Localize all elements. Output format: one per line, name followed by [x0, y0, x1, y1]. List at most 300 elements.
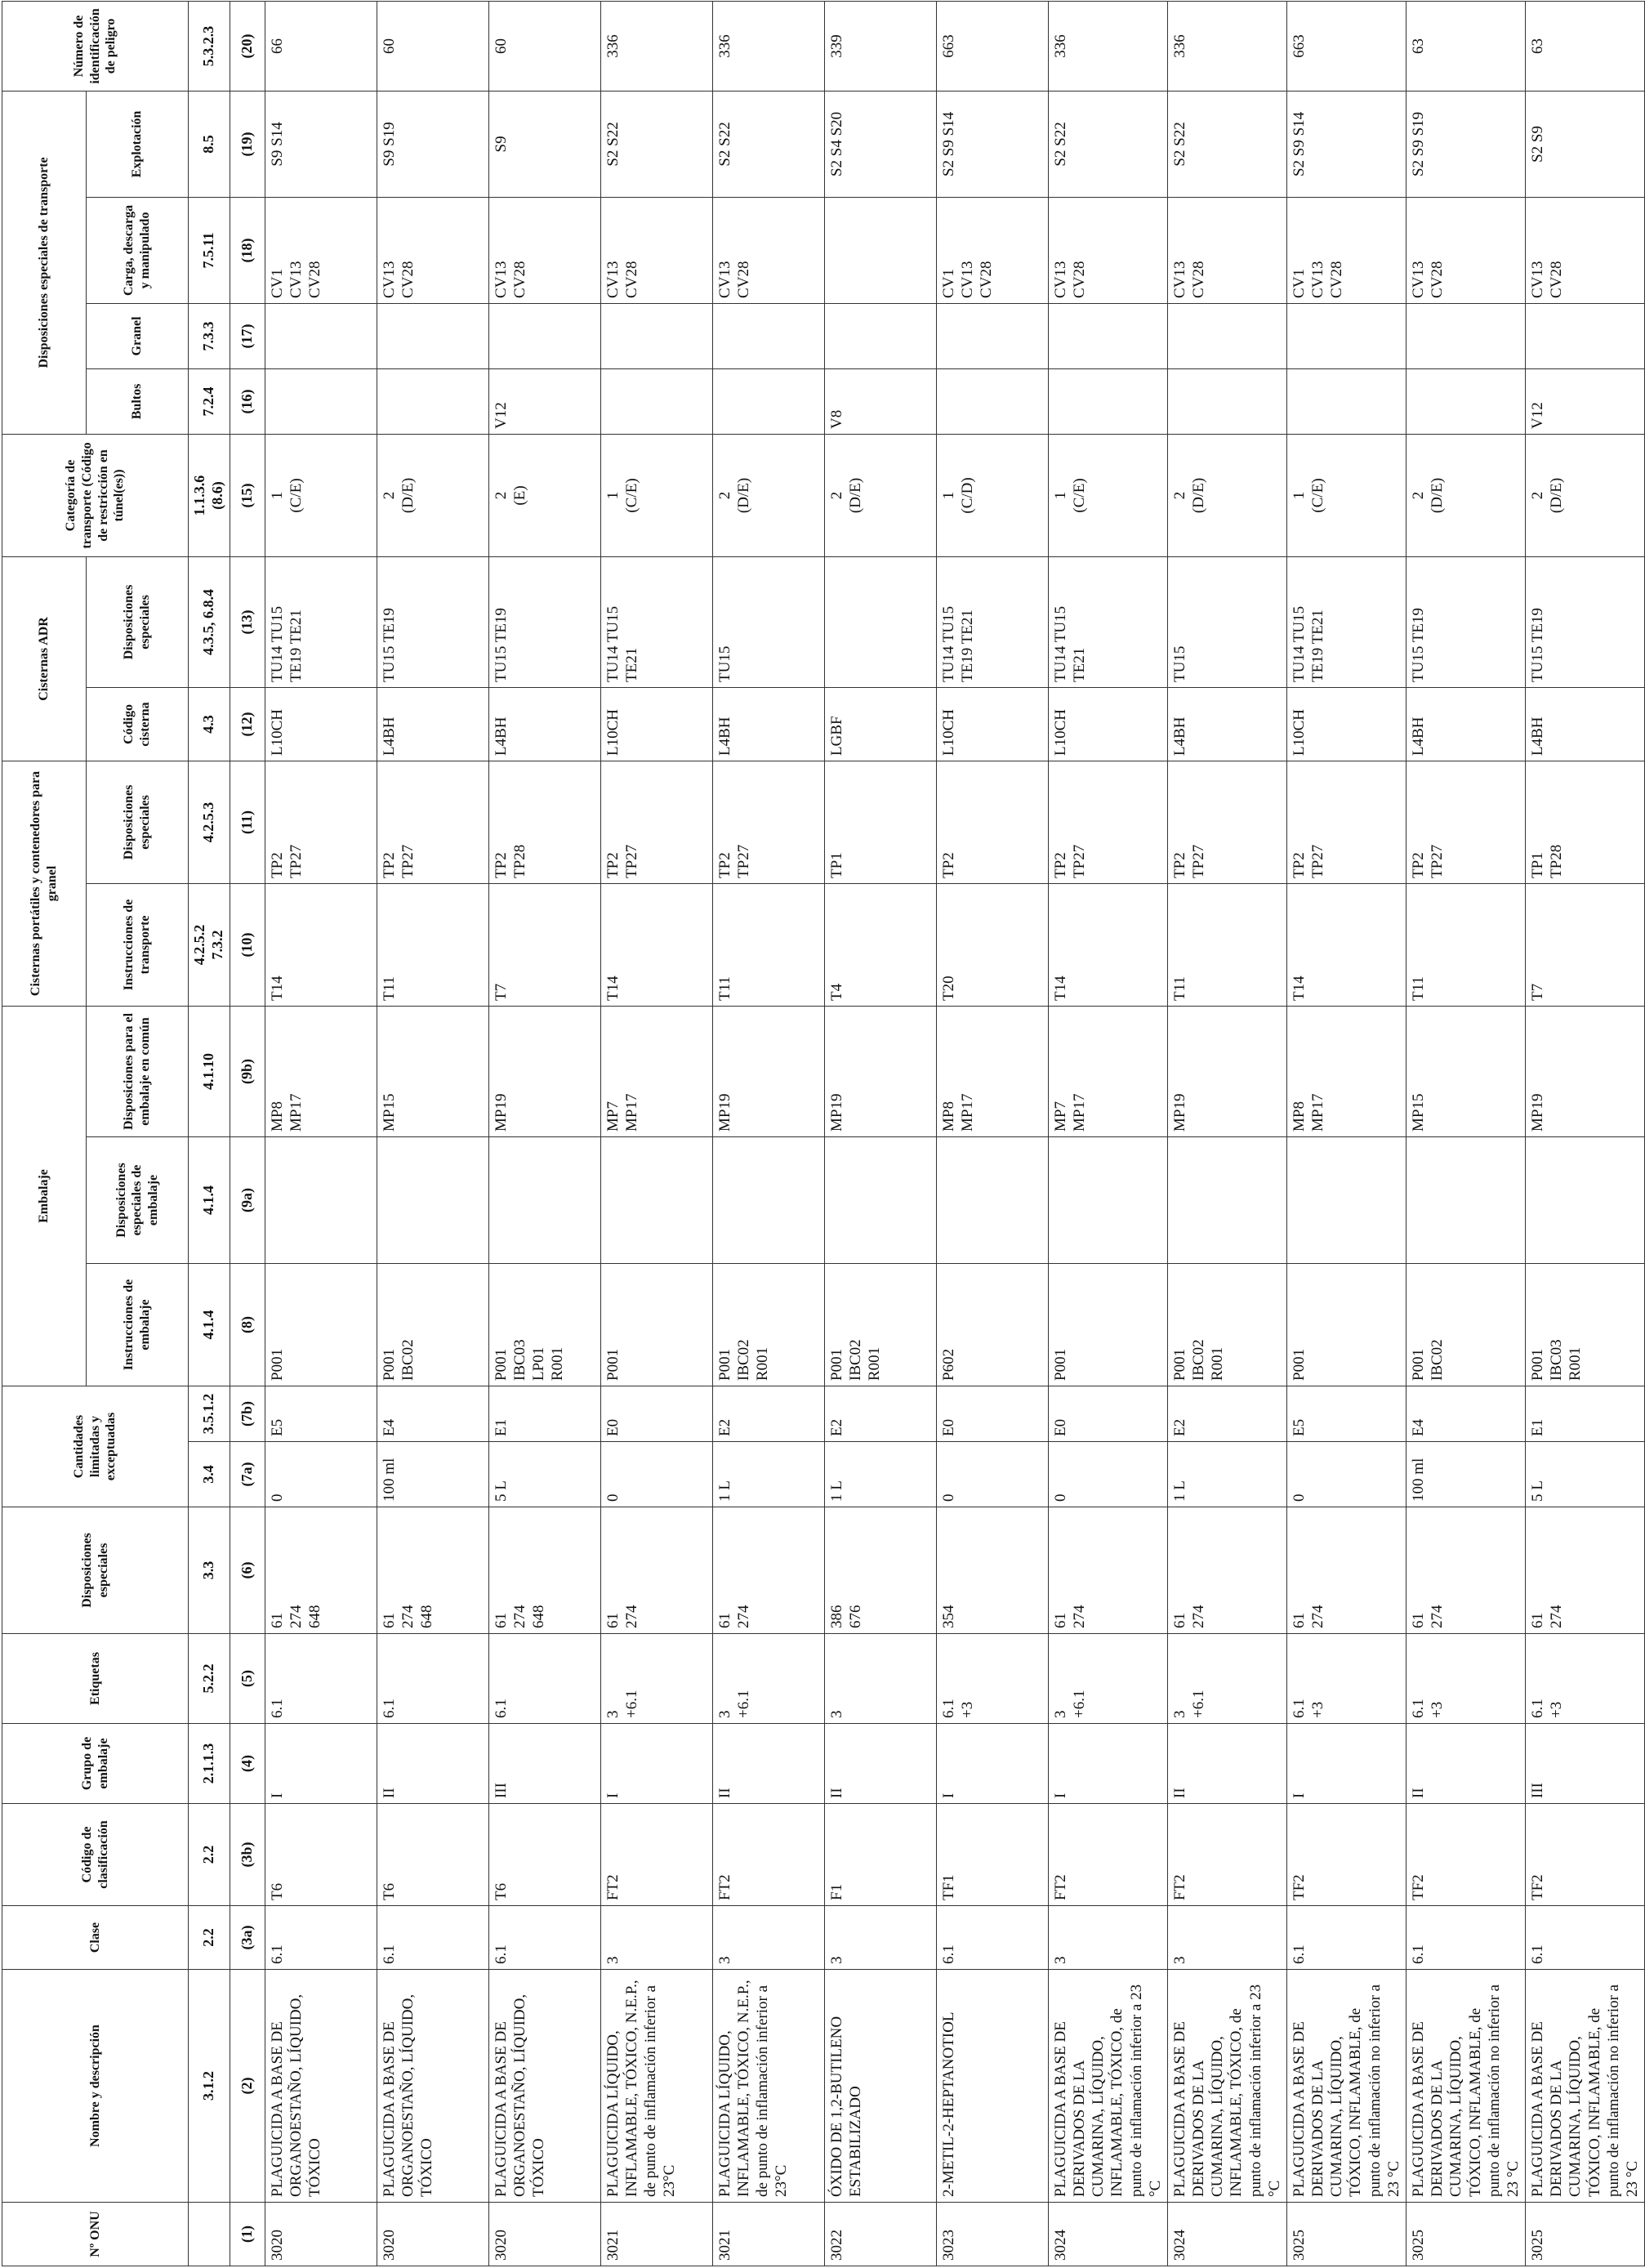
cell-mix: MP8 MP17: [1286, 1006, 1406, 1136]
cell-pg: I: [936, 1724, 1048, 1804]
num-cell: (7b): [230, 1386, 265, 1442]
cell-granel: [488, 303, 600, 368]
ref-cell: 8.5: [189, 91, 230, 197]
cell-hin: 336: [1048, 1, 1167, 91]
ref-cell: [189, 2203, 230, 2266]
cell-mix: MP7 MP17: [600, 1006, 712, 1136]
cell-lq: 0: [1048, 1442, 1167, 1507]
cell-pi: P001 IBC02: [377, 1264, 488, 1386]
cell-name: PLAGUICIDA A BASE DE DERIVADOS DE LA CUMARINA, LÍQUIDO, TÓXICO, INFLAMABLE, de punto de inflamación no inferior a 23 °C: [1406, 1970, 1526, 2203]
cell-pg: I: [600, 1724, 712, 1804]
header-portable-special: Disposiciones especiales: [87, 761, 189, 883]
cell-code: F1: [824, 1804, 936, 1906]
cell-tank: L4BH: [1167, 687, 1286, 761]
cell-tank: L4BH: [712, 687, 824, 761]
header-loading: Carga, descarga y manipulado: [87, 197, 189, 303]
cell-labels: 3 +6.1: [600, 1634, 712, 1724]
cell-labels: 3 +6.1: [1167, 1634, 1286, 1724]
cell-granel: [824, 303, 936, 368]
cell-code: TF2: [1286, 1804, 1406, 1906]
header-packages: Bultos: [87, 368, 189, 434]
cell-eq: E2: [712, 1386, 824, 1442]
cell-tsp: TP2 TP27: [1286, 761, 1406, 883]
cell-carga: CV13 CV28: [377, 197, 488, 303]
cell-name: PLAGUICIDA LÍQUIDO, INFLAMABLE, TÓXICO, N.E.P., de punto de inflamación inferior a 23°C: [712, 1970, 824, 2203]
cell-code: FT2: [712, 1804, 824, 1906]
cell-hin: 336: [1167, 1, 1286, 91]
cell-lq: 0: [936, 1442, 1048, 1507]
header-portable-tanks-group: Cisternas portátiles y contenedores para granel: [2, 761, 87, 1006]
ref-cell: 4.3: [189, 687, 230, 761]
cell-name: PLAGUICIDA A BASE DE DERIVADOS DE LA CUMARINA, LÍQUIDO, INFLAMABLE, TÓXICO, de punto de inflamación inferior a 23 °C: [1048, 1970, 1167, 2203]
num-cell: (5): [230, 1634, 265, 1724]
cell-lq: 1 L: [1167, 1442, 1286, 1507]
cell-un: 3021: [712, 2203, 824, 2266]
cell-expl: S2 S22: [1167, 91, 1286, 197]
cell-pi: P001: [1286, 1264, 1406, 1386]
header-packing-special: Disposiciones especiales de embalaje: [87, 1137, 189, 1264]
header-labels: Etiquetas: [2, 1634, 189, 1724]
cell-mix: MP8 MP17: [936, 1006, 1048, 1136]
ref-cell: 4.2.5.2 7.3.2: [189, 883, 230, 1006]
cell-cat: 1 (C/E): [1286, 434, 1406, 556]
cell-hin: 339: [824, 1, 936, 91]
header-adr-tanks-group: Cisternas ADR: [2, 556, 87, 761]
cell-un: 3020: [377, 2203, 488, 2266]
num-cell: (3a): [230, 1906, 265, 1970]
cell-sp: 61 274 648: [377, 1507, 488, 1634]
cell-pg: II: [712, 1724, 824, 1804]
cell-labels: 6.1 +3: [1406, 1634, 1526, 1724]
cell-tsp: TP1 TP28: [1526, 761, 1645, 883]
cell-carga: CV1 CV13 CV28: [1286, 197, 1406, 303]
cell-pg: II: [1167, 1724, 1286, 1804]
cell-cls: 6.1: [1286, 1906, 1406, 1970]
cell-un: 3020: [488, 2203, 600, 2266]
cell-code: T6: [377, 1804, 488, 1906]
ref-cell: 2.2: [189, 1906, 230, 1970]
num-cell: (19): [230, 91, 265, 197]
cell-granel: [1526, 303, 1645, 368]
cell-sp: 61 274: [712, 1507, 824, 1634]
header-transport-provisions-group: Disposiciones especiales de transporte: [2, 91, 87, 434]
table-row: [712, 1, 824, 2266]
num-cell: (11): [230, 761, 265, 883]
cell-cls: 6.1: [1406, 1906, 1526, 1970]
table-row: [824, 1, 936, 2266]
cell-pg: II: [1406, 1724, 1526, 1804]
cell-labels: 6.1 +3: [936, 1634, 1048, 1724]
table-row: [265, 1, 377, 2266]
cell-pi: P001 IBC03 LP01 R001: [488, 1264, 600, 1386]
cell-cls: 6.1: [265, 1906, 377, 1970]
cell-bultos: [377, 368, 488, 434]
cell-expl: S2 S9 S14: [936, 91, 1048, 197]
cell-labels: 6.1: [488, 1634, 600, 1724]
cell-tank: L4BH: [1406, 687, 1526, 761]
cell-pi: P001: [600, 1264, 712, 1386]
ref-cell: 4.1.4: [189, 1264, 230, 1386]
cell-tsp: TP1: [824, 761, 936, 883]
cell-carga: CV13 CV28: [712, 197, 824, 303]
cell-tsp: TP2 TP27: [712, 761, 824, 883]
cell-un: 3024: [1048, 2203, 1167, 2266]
cell-name: PLAGUICIDA A BASE DE ORGANOESTAÑO, LÍQUIDO, TÓXICO: [265, 1970, 377, 2203]
cell-tasp: TU14 TU15 TE19 TE21: [1286, 556, 1406, 687]
header-tank-code: Código cisterna: [87, 687, 189, 761]
cell-psp: [1048, 1137, 1167, 1264]
cell-tsp: TP2 TP27: [265, 761, 377, 883]
cell-ti: T11: [712, 883, 824, 1006]
cell-mix: MP15: [377, 1006, 488, 1136]
num-cell: (13): [230, 556, 265, 687]
cell-tasp: TU15 TE19: [1406, 556, 1526, 687]
cell-psp: [824, 1137, 936, 1264]
cell-granel: [265, 303, 377, 368]
cell-code: FT2: [600, 1804, 712, 1906]
cell-eq: E0: [936, 1386, 1048, 1442]
cell-carga: CV13 CV28: [1048, 197, 1167, 303]
cell-cls: 6.1: [1526, 1906, 1645, 1970]
cell-ti: T14: [1286, 883, 1406, 1006]
table-row: [936, 1, 1048, 2266]
cell-cls: 6.1: [488, 1906, 600, 1970]
cell-granel: [712, 303, 824, 368]
cell-carga: [824, 197, 936, 303]
cell-cat: 1 (C/E): [1048, 434, 1167, 556]
table-row: [488, 1, 600, 2266]
cell-code: FT2: [1048, 1804, 1167, 1906]
cell-tsp: TP2: [936, 761, 1048, 883]
cell-expl: S9 S19: [377, 91, 488, 197]
ref-cell: 4.2.5.3: [189, 761, 230, 883]
cell-cls: 3: [1167, 1906, 1286, 1970]
cell-un: 3021: [600, 2203, 712, 2266]
num-cell: (9a): [230, 1137, 265, 1264]
cell-pi: P001 IBC03 R001: [1526, 1264, 1645, 1386]
cell-pi: P001 IBC02 R001: [712, 1264, 824, 1386]
cell-labels: 3 +6.1: [712, 1634, 824, 1724]
cell-mix: MP15: [1406, 1006, 1526, 1136]
cell-tsp: TP2 TP27: [600, 761, 712, 883]
cell-ti: T14: [265, 883, 377, 1006]
cell-bultos: [1048, 368, 1167, 434]
cell-un: 3023: [936, 2203, 1048, 2266]
cell-hin: 60: [377, 1, 488, 91]
cell-code: T6: [265, 1804, 377, 1906]
cell-lq: 100 ml: [377, 1442, 488, 1507]
cell-expl: S2 S22: [712, 91, 824, 197]
header-special-provisions: Disposiciones especiales: [2, 1507, 189, 1634]
cell-labels: 3: [824, 1634, 936, 1724]
cell-cat: 2 (E): [488, 434, 600, 556]
cell-lq: 5 L: [1526, 1442, 1645, 1507]
cell-carga: CV13 CV28: [1526, 197, 1645, 303]
cell-mix: MP19: [488, 1006, 600, 1136]
ref-cell: 2.1.1.3: [189, 1724, 230, 1804]
cell-eq: E5: [1286, 1386, 1406, 1442]
header-transport-instructions: Instrucciones de transporte: [87, 883, 189, 1006]
cell-cls: 3: [1048, 1906, 1167, 1970]
cell-psp: [600, 1137, 712, 1264]
header-transport-category: Categoría de transporte (Código de restricción en túnel(es)): [2, 434, 189, 556]
cell-cat: 1 (C/D): [936, 434, 1048, 556]
cell-mix: MP19: [1167, 1006, 1286, 1136]
header-name: Nombre y descripción: [2, 1970, 189, 2203]
cell-bultos: [265, 368, 377, 434]
cell-eq: E0: [600, 1386, 712, 1442]
cell-pg: III: [1526, 1724, 1645, 1804]
cell-mix: MP7 MP17: [1048, 1006, 1167, 1136]
header-packaging-group: Embalaje: [2, 1006, 87, 1386]
cell-psp: [936, 1137, 1048, 1264]
cell-granel: [1286, 303, 1406, 368]
cell-pi: P001 IBC02 R001: [824, 1264, 936, 1386]
cell-tasp: TU14 TU15 TE21: [600, 556, 712, 687]
ref-cell: 3.4: [189, 1442, 230, 1507]
cell-cat: 2 (D/E): [824, 434, 936, 556]
header-packing-instructions: Instrucciones de embalaje: [87, 1264, 189, 1386]
cell-code: T6: [488, 1804, 600, 1906]
num-cell: (17): [230, 303, 265, 368]
cell-tasp: TU15 TE19: [377, 556, 488, 687]
cell-labels: 6.1 +3: [1526, 1634, 1645, 1724]
cell-mix: MP19: [712, 1006, 824, 1136]
cell-tsp: TP2 TP27: [1048, 761, 1167, 883]
dangerous-goods-table: [2, 1, 1645, 2266]
cell-ti: T7: [488, 883, 600, 1006]
num-cell: (18): [230, 197, 265, 303]
cell-eq: E5: [265, 1386, 377, 1442]
cell-pg: III: [488, 1724, 600, 1804]
cell-psp: [1406, 1137, 1526, 1264]
cell-bultos: [712, 368, 824, 434]
header-adr-special: Disposiciones especiales: [87, 556, 189, 687]
cell-eq: E1: [1526, 1386, 1645, 1442]
cell-sp: 386 676: [824, 1507, 936, 1634]
cell-eq: E2: [1167, 1386, 1286, 1442]
cell-bultos: V8: [824, 368, 936, 434]
table-row: [600, 1, 712, 2266]
ref-cell: 4.3.5, 6.8.4: [189, 556, 230, 687]
cell-hin: 336: [712, 1, 824, 91]
header-hazard-id: Número de identificación de peligro: [2, 1, 189, 91]
cell-name: PLAGUICIDA A BASE DE DERIVADOS DE LA CUMARINA, LÍQUIDO, TÓXICO, INFLAMABLE, de punto de inflamación no inferior a 23 °C: [1526, 1970, 1645, 2203]
cell-ti: T11: [1167, 883, 1286, 1006]
cell-lq: 0: [265, 1442, 377, 1507]
cell-tsp: TP2 TP27: [1406, 761, 1526, 883]
cell-tank: L4BH: [377, 687, 488, 761]
header-packing-group: Grupo de embalaje: [2, 1724, 189, 1804]
num-cell: (20): [230, 1, 265, 91]
header-limited-quantities: Cantidades limitadas y exceptuadas: [2, 1386, 189, 1507]
header-un: Nº ONU: [2, 2203, 189, 2266]
cell-expl: S2 S22: [1048, 91, 1167, 197]
cell-name: PLAGUICIDA LÍQUIDO, INFLAMABLE, TÓXICO, N.E.P., de punto de inflamación inferior a 23°C: [600, 1970, 712, 2203]
cell-mix: MP8 MP17: [265, 1006, 377, 1136]
cell-tsp: TP2 TP28: [488, 761, 600, 883]
cell-tsp: TP2 TP27: [377, 761, 488, 883]
cell-lq: 0: [600, 1442, 712, 1507]
num-cell: (6): [230, 1507, 265, 1634]
num-cell: (1): [230, 2203, 265, 2266]
cell-tank: L10CH: [936, 687, 1048, 761]
cell-carga: CV13 CV28: [488, 197, 600, 303]
cell-eq: E0: [1048, 1386, 1167, 1442]
ref-cell: 7.5.11: [189, 197, 230, 303]
table-body: [265, 1, 1644, 2266]
cell-cls: 3: [824, 1906, 936, 1970]
table-row: [1286, 1, 1406, 2266]
cell-ti: T14: [1048, 883, 1167, 1006]
cell-ti: T4: [824, 883, 936, 1006]
cell-pg: II: [824, 1724, 936, 1804]
num-cell: (2): [230, 1970, 265, 2203]
cell-name: PLAGUICIDA A BASE DE DERIVADOS DE LA CUMARINA, LÍQUIDO, TÓXICO, INFLAMABLE, de punto de inflamación no inferior a 23 °C: [1286, 1970, 1406, 2203]
cell-expl: S2 S4 S20: [824, 91, 936, 197]
ref-cell: 3.5.1.2: [189, 1386, 230, 1442]
header-class: Clase: [2, 1906, 189, 1970]
cell-tasp: TU14 TU15 TE21: [1048, 556, 1167, 687]
table-row: [1406, 1, 1526, 2266]
cell-bultos: [1286, 368, 1406, 434]
cell-bultos: [600, 368, 712, 434]
cell-bultos: [1167, 368, 1286, 434]
cell-sp: 61 274: [1286, 1507, 1406, 1634]
cell-un: 3022: [824, 2203, 936, 2266]
cell-ti: T7: [1526, 883, 1645, 1006]
cell-bultos: V12: [488, 368, 600, 434]
num-cell: (16): [230, 368, 265, 434]
header-classification-code: Código de clasificación: [2, 1804, 189, 1906]
cell-lq: 1 L: [824, 1442, 936, 1507]
cell-carga: CV1 CV13 CV28: [265, 197, 377, 303]
cell-pi: P602: [936, 1264, 1048, 1386]
cell-pg: I: [265, 1724, 377, 1804]
cell-sp: 61 274: [1048, 1507, 1167, 1634]
cell-tasp: TU15: [1167, 556, 1286, 687]
reference-row: [189, 1, 230, 2266]
cell-ti: T20: [936, 883, 1048, 1006]
cell-bultos: V12: [1526, 368, 1645, 434]
cell-name: 2-METIL-2-HEPTANOTIOL: [936, 1970, 1048, 2203]
cell-expl: S9: [488, 91, 600, 197]
cell-expl: S2 S9 S14: [1286, 91, 1406, 197]
cell-un: 3024: [1167, 2203, 1286, 2266]
cell-eq: E4: [1406, 1386, 1526, 1442]
cell-tank: LGBF: [824, 687, 936, 761]
num-cell: (12): [230, 687, 265, 761]
cell-cat: 1 (C/E): [265, 434, 377, 556]
cell-expl: S2 S22: [600, 91, 712, 197]
cell-pi: P001 IBC02 R001: [1167, 1264, 1286, 1386]
cell-code: FT2: [1167, 1804, 1286, 1906]
ref-cell: 5.3.2.3: [189, 1, 230, 91]
cell-tank: L4BH: [488, 687, 600, 761]
table-row: [377, 1, 488, 2266]
ref-cell: 3.1.2: [189, 1970, 230, 2203]
header-operation: Explotación: [87, 91, 189, 197]
cell-hin: 63: [1526, 1, 1645, 91]
cell-cat: 1 (C/E): [600, 434, 712, 556]
column-number-row: [230, 1, 265, 2266]
cell-ti: T14: [600, 883, 712, 1006]
cell-psp: [265, 1137, 377, 1264]
cell-lq: 0: [1286, 1442, 1406, 1507]
num-cell: (7a): [230, 1442, 265, 1507]
cell-labels: 6.1: [265, 1634, 377, 1724]
cell-hin: 63: [1406, 1, 1526, 91]
cell-pg: I: [1286, 1724, 1406, 1804]
cell-pi: P001: [265, 1264, 377, 1386]
num-cell: (8): [230, 1264, 265, 1386]
cell-tank: L10CH: [1286, 687, 1406, 761]
cell-sp: 61 274 648: [488, 1507, 600, 1634]
cell-tasp: [824, 556, 936, 687]
cell-psp: [1526, 1137, 1645, 1264]
cell-tank: L10CH: [1048, 687, 1167, 761]
cell-granel: [600, 303, 712, 368]
num-cell: (15): [230, 434, 265, 556]
cell-name: PLAGUICIDA A BASE DE DERIVADOS DE LA CUMARINA, LÍQUIDO, INFLAMABLE, TÓXICO, de punto de inflamación inferior a 23 °C: [1167, 1970, 1286, 2203]
table-row: [1048, 1, 1167, 2266]
cell-cat: 2 (D/E): [712, 434, 824, 556]
cell-hin: 663: [936, 1, 1048, 91]
cell-labels: 6.1 +3: [1286, 1634, 1406, 1724]
cell-psp: [1167, 1137, 1286, 1264]
cell-tasp: TU14 TU15 TE19 TE21: [265, 556, 377, 687]
table-row: [1526, 1, 1645, 2266]
cell-carga: CV13 CV28: [600, 197, 712, 303]
cell-cat: 2 (D/E): [1167, 434, 1286, 556]
table-header: [2, 1, 265, 2266]
cell-carga: CV1 CV13 CV28: [936, 197, 1048, 303]
cell-cls: 3: [712, 1906, 824, 1970]
num-cell: (10): [230, 883, 265, 1006]
cell-labels: 3 +6.1: [1048, 1634, 1167, 1724]
cell-granel: [377, 303, 488, 368]
ref-cell: 2.2: [189, 1804, 230, 1906]
cell-hin: 336: [600, 1, 712, 91]
cell-granel: [1167, 303, 1286, 368]
cell-un: 3020: [265, 2203, 377, 2266]
cell-granel: [1406, 303, 1526, 368]
cell-labels: 6.1: [377, 1634, 488, 1724]
cell-pi: P001: [1048, 1264, 1167, 1386]
cell-sp: 61 274 648: [265, 1507, 377, 1634]
cell-expl: S2 S9 S19: [1406, 91, 1526, 197]
cell-lq: 5 L: [488, 1442, 600, 1507]
cell-sp: 61 274: [1406, 1507, 1526, 1634]
cell-expl: S9 S14: [265, 91, 377, 197]
cell-granel: [936, 303, 1048, 368]
cell-hin: 663: [1286, 1, 1406, 91]
cell-un: 3025: [1406, 2203, 1526, 2266]
ref-cell: 7.3.3: [189, 303, 230, 368]
cell-ti: T11: [1406, 883, 1526, 1006]
cell-pg: II: [377, 1724, 488, 1804]
cell-psp: [712, 1137, 824, 1264]
table-row: [1167, 1, 1286, 2266]
cell-lq: 1 L: [712, 1442, 824, 1507]
cell-un: 3025: [1286, 2203, 1406, 2266]
cell-cat: 2 (D/E): [377, 434, 488, 556]
cell-eq: E1: [488, 1386, 600, 1442]
cell-sp: 354: [936, 1507, 1048, 1634]
cell-tank: L4BH: [1526, 687, 1645, 761]
cell-cls: 6.1: [377, 1906, 488, 1970]
ref-cell: 7.2.4: [189, 368, 230, 434]
